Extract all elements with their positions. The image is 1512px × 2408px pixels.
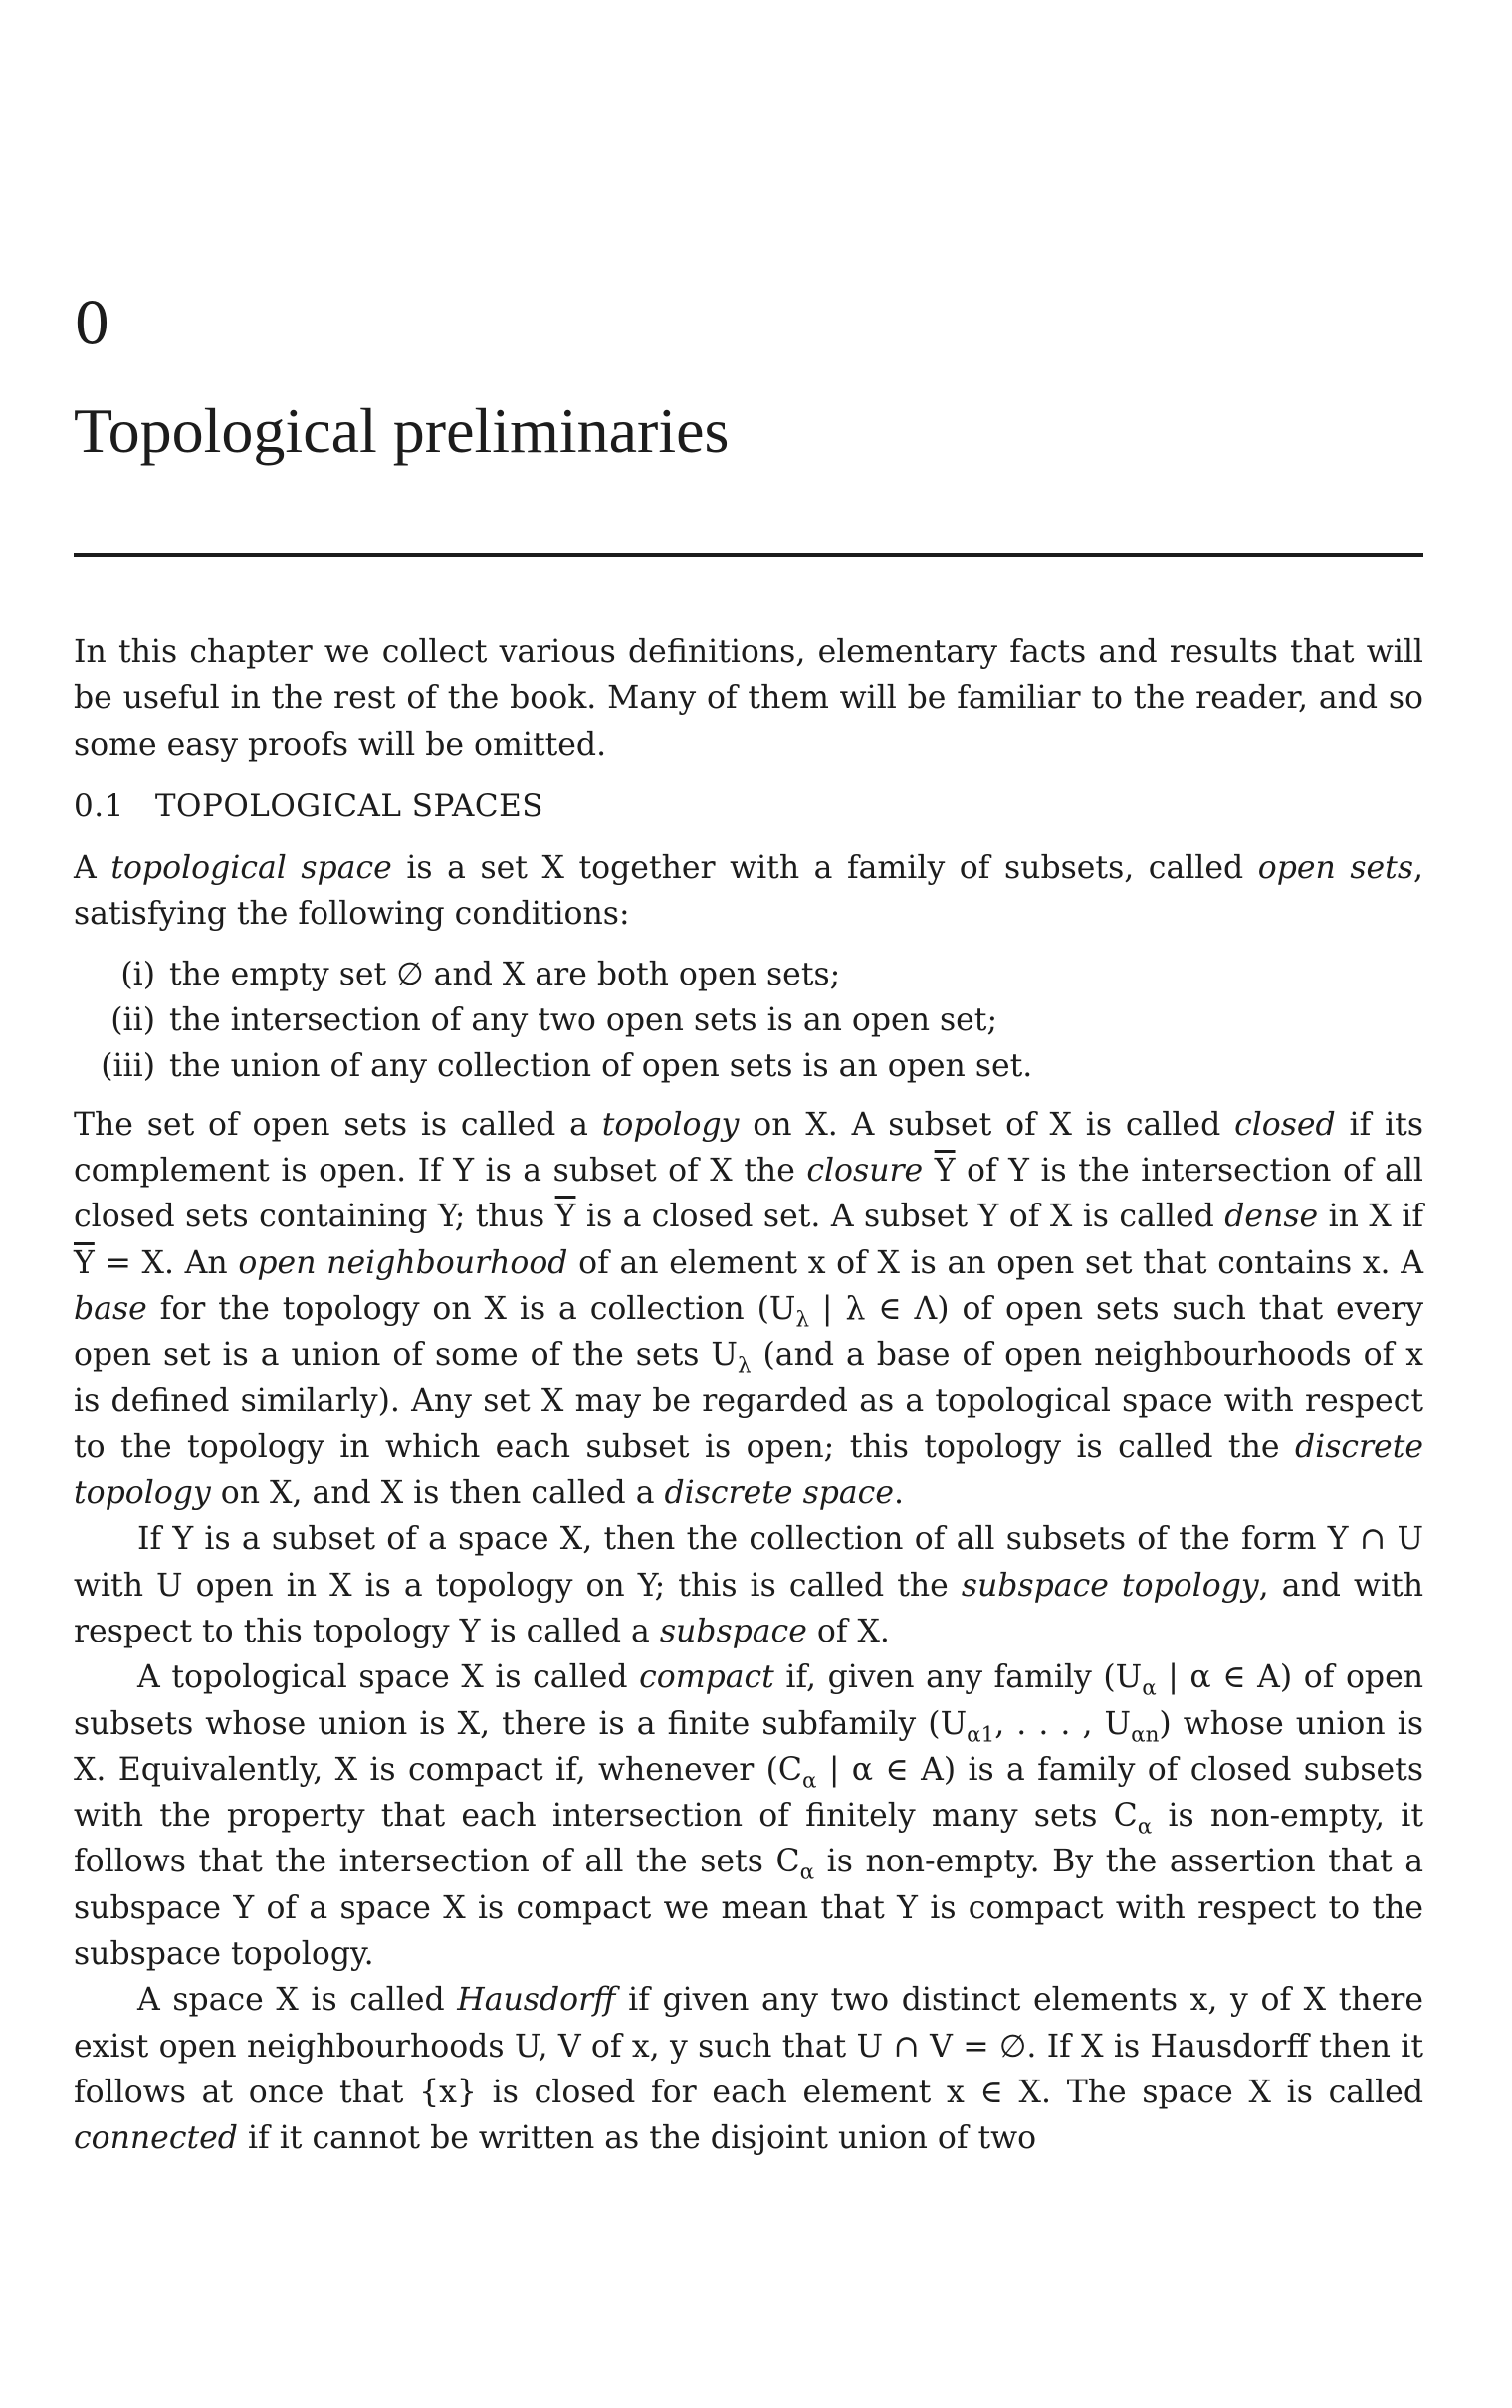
- chapter-body: [74, 629, 1423, 2162]
- list-item: [74, 952, 1423, 997]
- chapter-title: Topological preliminaries: [74, 395, 730, 466]
- term-closed: closed: [1234, 1106, 1336, 1143]
- term-compact: compact: [639, 1659, 774, 1696]
- term-subspace-topology: subspace topology: [961, 1567, 1259, 1604]
- subspace-paragraph: If Y is a subset of a space X, then the collection of all subsets of the form Y ∩ U with U open in X is a topology on Y; this is called the subspace topology, and with respect to this topology Y is called a subspace of X.: [74, 1521, 1423, 1649]
- topology-paragraph: The set of open sets is called a topology on X. A subset of X is called closed if its complement is open. If Y is a subset of X the closure $\overline{Y}$ of Y is the intersection of all closed sets containing Y; thus $\overline{Y}$ is a closed set. A subset Y of X is called dense in X if $\overline{Y} = X$. An open neighbourhood of an element x of X is an open set that contains x. A base for the topology on X is a collection ($U_\lambda$ | λ ∈ Λ) of open sets such that every open set is a union of some of the sets $U_\lambda$ (and a base of open neighbourhoods of x is defined similarly). Any set X may be regarded as a topological space with respect to the topology in which each subset is open; this topology is called the discrete topology on X, and X is then called a discrete space.: [74, 1106, 1424, 1512]
- section-heading: [74, 783, 1423, 829]
- list-text: the union of any collection of open sets is an open set.: [169, 1048, 1033, 1085]
- conditions-list: [74, 952, 1423, 1090]
- def-topological-space: A topological space is a set X together with a family of subsets, called open sets, satisfying the following conditions:: [74, 850, 1424, 933]
- list-marker: (i): [120, 956, 155, 992]
- chapter-number: 0: [74, 290, 110, 357]
- section-number: 0.1: [74, 787, 124, 824]
- term-topological-space: topological space: [110, 850, 392, 887]
- list-marker: (ii): [110, 1002, 155, 1039]
- closure-symbol: $\overline{Y}$: [934, 1152, 956, 1189]
- section-title: TOPOLOGICAL SPACES: [154, 787, 544, 824]
- list-text: the intersection of any two open sets is an open set;: [169, 1002, 998, 1039]
- list-marker: (iii): [101, 1048, 155, 1085]
- term-discrete-topology: discrete topology: [74, 1428, 1423, 1512]
- term-dense: dense: [1224, 1199, 1319, 1235]
- chapter-rule: [74, 553, 1423, 557]
- term-open-sets: open sets: [1257, 850, 1413, 887]
- term-hausdorff: Hausdorff: [457, 1982, 616, 2019]
- term-discrete-space: discrete space: [664, 1475, 894, 1512]
- closure-symbol: $\overline{Y}$: [74, 1244, 95, 1281]
- term-base: base: [74, 1290, 147, 1327]
- closure-symbol: $\overline{Y}$: [554, 1199, 576, 1235]
- term-connected: connected: [74, 2120, 238, 2157]
- term-topology: topology: [601, 1106, 740, 1143]
- term-open-neighbourhood: open neighbourhood: [238, 1244, 568, 1281]
- intro-paragraph: In this chapter we collect various definitions, elementary facts and results that will be useful in the rest of the book. Many of them will be familiar to the reader, and so some easy proofs will be omitted.: [74, 634, 1423, 763]
- list-item: [74, 1043, 1423, 1089]
- term-closure: closure: [806, 1152, 924, 1189]
- list-item: [74, 997, 1423, 1043]
- compact-paragraph: A topological space X is called compact if, given any family ($U_\alpha$ | α ∈ A) of open subsets whose union is X, there is a finite subfamily ($U_{\alpha 1}$, . . . , $U_{\alpha n}$) whose union is X. Equivalently, X is compact if, whenever ($C_\alpha$ | α ∈ A) is a family of closed subsets with the property that each intersection of finitely many sets $C_\alpha$ is non-empty, it follows that the intersection of all the sets $C_\alpha$ is non-empty. By the assertion that a subspace Y of a space X is compact we mean that Y is compact with respect to the subspace topology.: [74, 1659, 1424, 1973]
- list-text: the empty set ∅ and X are both open sets;: [169, 956, 841, 992]
- term-subspace: subspace: [659, 1613, 807, 1649]
- hausdorff-paragraph: A space X is called Hausdorff if given any two distinct elements x, y of X there exist open neighbourhoods U, V of x, y such that U ∩ V = ∅. If X is Hausdorff then it follows at once that {x} is closed for each element x ∈ X. The space X is called connected if it cannot be written as the disjoint union of two: [74, 1982, 1424, 2157]
